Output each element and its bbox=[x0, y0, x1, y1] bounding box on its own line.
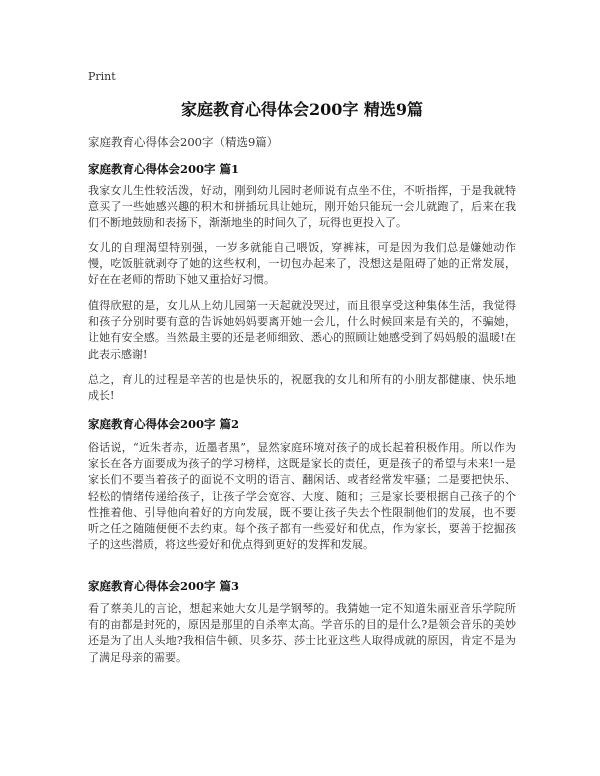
paragraph: 总之，育儿的过程是辛苦的也是快乐的，祝愿我的女儿和所有的小朋友都健康、快乐地成长! bbox=[88, 373, 516, 403]
document-title: 家庭教育心得体会200字 精选9篇 bbox=[180, 100, 424, 119]
section-heading: 家庭教育心得体会200字 篇3 bbox=[88, 579, 240, 593]
paragraph: 我家女儿生性较活泼，好动，刚到幼儿园时老师说有点坐不住，不听指挥，于是我就特意买了一些她感兴趣的积木和拼插玩具让她玩，刚开始只能玩一会儿就跑了，后来在我们不断地鼓励和表扬下，渐渐地坐的时间久了，玩得也更投入了。 bbox=[88, 184, 516, 230]
print-label[interactable]: Print bbox=[88, 70, 116, 83]
section-heading: 家庭教育心得体会200字 篇1 bbox=[88, 162, 240, 176]
paragraph: 女儿的自理渴望特别强，一岁多就能自己喂饭，穿裤袜，可是因为我们总是嫌她动作慢，吃饭脏就剥夺了她的这些权利，一切包办起来了，没想这是阻碍了她的正常发展，好在在老师的帮助下她又重拾好习惯。 bbox=[88, 241, 516, 287]
paragraph: 看了蔡美儿的言论，想起来她大女儿是学钢琴的。我猜她一定不知道朱丽亚音乐学院所有的亩都是封死的，原因是那里的自杀率太高。学音乐的目的是什么?是领会音乐的美妙还是为了出人头地?我相信牛顿、贝多芬、莎士比亚这些人取得成就的原因，肯定不是为了满足母亲的需要。 bbox=[88, 602, 516, 664]
section-heading: 家庭教育心得体会200字 篇2 bbox=[88, 417, 240, 431]
paragraph: 值得欣慰的是，女儿从上幼儿园第一天起就没哭过，而且很享受这种集体生活，我觉得和孩子分别时要有意的告诉她妈妈要离开她一会儿，什么时候回来是有关的，不骗她，让她有安全感。当然最主要的还是老师细致、悉心的照顾让她感受到了妈妈般的温暖!在此表示感谢! bbox=[88, 299, 516, 361]
document-subtitle: 家庭教育心得体会200字（精选9篇） bbox=[88, 135, 279, 149]
paragraph: 俗话说，“近朱者赤，近墨者黑”，显然家庭环境对孩子的成长起着积极作用。所以作为家长在各方面要成为孩子的学习榜样，这既是家长的责任，更是孩子的希望与未来!一是家长们不要当着孩子的面说不文明的语言、翻闲话、或者经常发牢骚；二是要把快乐、轻松的情绪传递给孩子，让孩子学会宽容、大度、随和；三是家长要根据自己孩子的个性推着他、引导他向着好的方向发展，既不要让孩子失去个性限制他们的发展，也不要听之任之随随便便不去约束。每个孩子都有一些爱好和优点，作为家长，要善于挖掘孩子的这些潜质，将这些爱好和优点得到更好的发挥和发展。 bbox=[88, 441, 516, 552]
